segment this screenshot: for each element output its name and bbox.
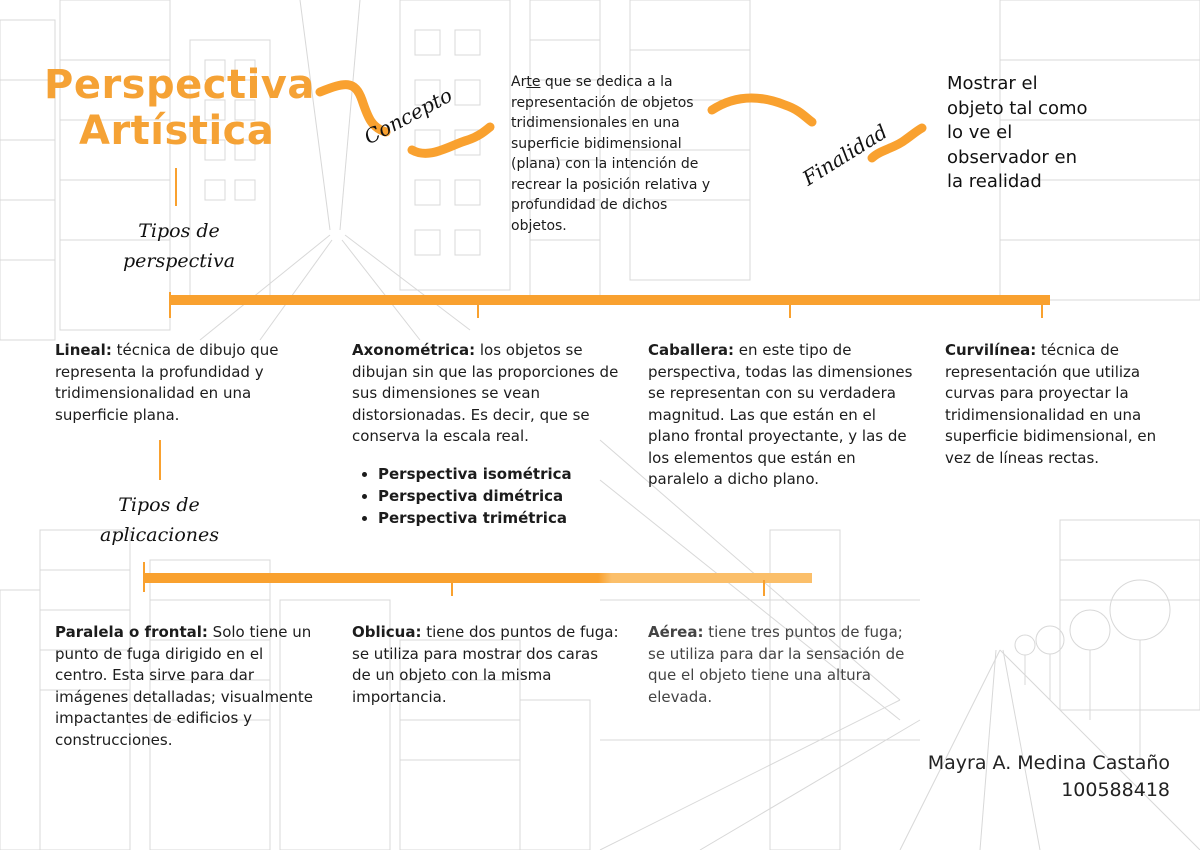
- finalidad-text: Mostrar el objeto tal como lo ve el observador en la realidad: [947, 73, 1088, 192]
- tipos-perspectiva-label: [123, 216, 235, 276]
- concepto-label: Concepto: [360, 82, 457, 150]
- perspectiva-desc: técnica de representación que utiliza curvas para proyectar la tridimensionalidad en una superficie bidimensional, en vez de líneas rectas.: [945, 341, 1157, 467]
- perspectiva-connector-line: [175, 168, 177, 206]
- perspectiva-item-curvilinea: [945, 340, 1160, 469]
- author-name: Mayra A. Medina Castaño: [927, 752, 1170, 774]
- aplicacion-desc: Solo tiene un punto de fuga dirigido en el centro. Esta sirve para dar imágenes detalladas; visualmente impactantes de edificios y construcciones.: [55, 623, 313, 749]
- author-signature: [880, 750, 1170, 804]
- perspectiva-desc: los objetos se dibujan sin que las proporciones de sus dimensiones se vean distorsionadas. Es decir, que se conserva la escala real.: [352, 341, 619, 445]
- author-id: 100588418: [1061, 779, 1170, 801]
- list-item: • Perspectiva isométrica: [378, 463, 627, 485]
- perspectiva-item-axonometrica: [352, 340, 627, 529]
- tipos-perspectiva-label-line2: perspectiva: [123, 250, 236, 272]
- aplicacion-term: Aérea:: [648, 623, 704, 641]
- aplicacion-item-oblicua: [352, 622, 620, 708]
- perspectiva-term: Lineal:: [55, 341, 112, 359]
- aplicacion-desc: tiene dos puntos de fuga: se utiliza para mostrar dos caras de un objeto con la misma importancia.: [352, 623, 619, 706]
- perspectiva-desc: en este tipo de perspectiva, todas las dimensiones se representan con su verdadera magnitud. Las que están en el plano frontal proyectante, y las de los elementos que están en paralelo a dicho plano.: [648, 341, 913, 488]
- tipos-aplicaciones-label: [100, 490, 218, 550]
- concepto-body: que se dedica a la representación de objetos tridimensionales en una superficie bidimensional (plana) con la intención de recrear la posición relativa y profundidad de dichos objetos.: [511, 74, 711, 234]
- list-item: • Perspectiva dimétrica: [378, 485, 627, 507]
- aplicacion-term: Oblicua:: [352, 623, 422, 641]
- aplicaciones-timeline-bar: [144, 573, 812, 583]
- perspectiva-term: Caballera:: [648, 341, 734, 359]
- tipos-aplicaciones-label-line2: aplicaciones: [100, 524, 220, 546]
- timeline-tick: [143, 562, 145, 592]
- perspectiva-item-lineal: [55, 340, 300, 426]
- axonometrica-bullet-list: [352, 463, 627, 529]
- aplicacion-term: Paralela o frontal:: [55, 623, 208, 641]
- aplicacion-desc: tiene tres puntos de fuga; se utiliza para dar la sensación de que el objeto tiene una altura elevada.: [648, 623, 905, 706]
- finalidad-label: Finalidad: [798, 119, 892, 191]
- title-line-1: Perspectiva: [44, 62, 315, 108]
- tipos-perspectiva-label-line1: Tipos de: [138, 220, 220, 242]
- timeline-tick: [477, 302, 479, 318]
- perspectiva-item-caballera: [648, 340, 918, 491]
- timeline-tick: [451, 580, 453, 596]
- concepto-lead-underlined: te: [526, 74, 541, 90]
- perspectiva-desc: técnica de dibujo que representa la profundidad y tridimensionalidad en una superficie plana.: [55, 341, 279, 424]
- list-item: • Perspectiva trimétrica: [378, 507, 627, 529]
- aplicacion-item-paralela: [55, 622, 315, 751]
- timeline-tick: [763, 580, 765, 596]
- tipos-aplicaciones-label-line1: Tipos de: [118, 494, 200, 516]
- aplicacion-item-aerea: [648, 622, 913, 708]
- perspectiva-term: Axonométrica:: [352, 341, 476, 359]
- concepto-lead: Ar: [511, 74, 527, 90]
- aplicaciones-connector-line: [159, 440, 161, 480]
- concepto-text: [511, 72, 721, 236]
- timeline-tick: [169, 292, 171, 318]
- perspectiva-term: Curvilínea:: [945, 341, 1037, 359]
- perspectiva-timeline-bar: [170, 295, 1050, 305]
- timeline-tick: [789, 302, 791, 318]
- title-line-2: Artística: [79, 108, 275, 154]
- timeline-tick: [1041, 302, 1043, 318]
